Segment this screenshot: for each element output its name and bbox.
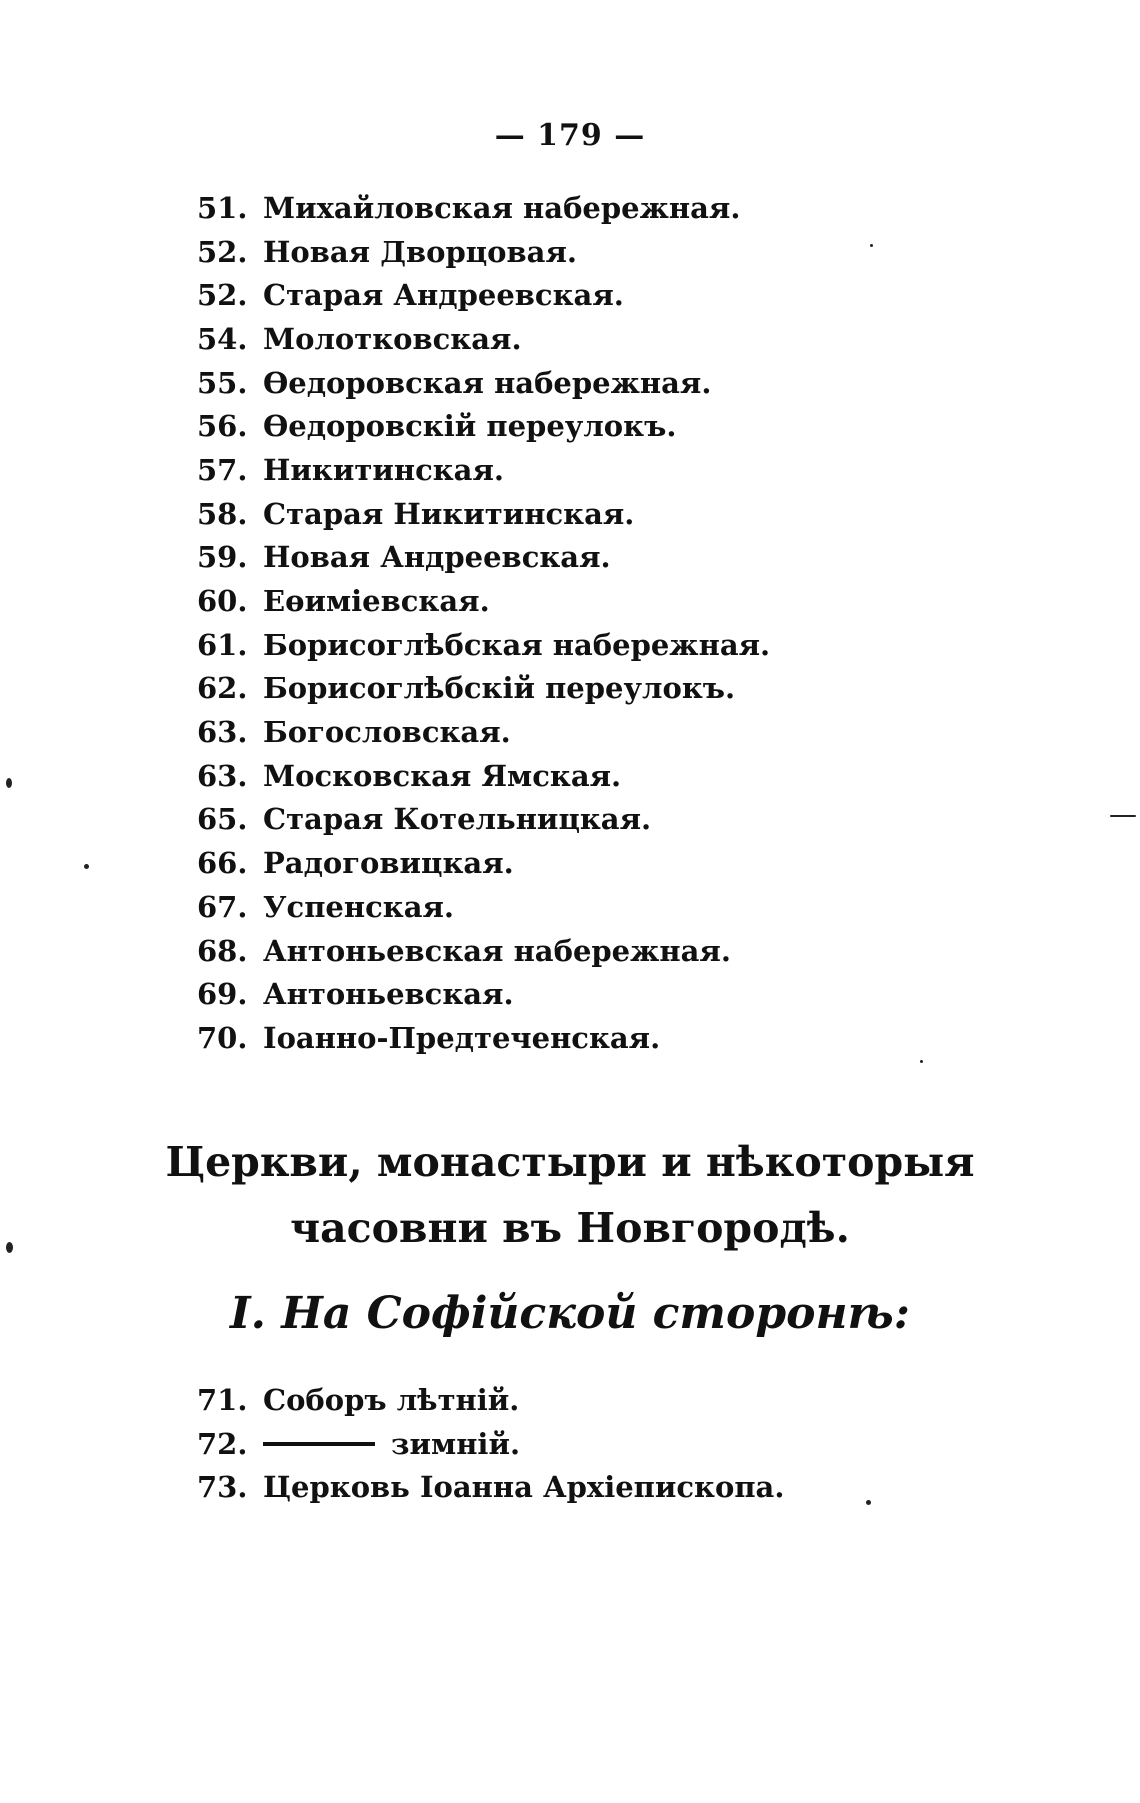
section-subheading: I. На Софійской сторонѣ: bbox=[230, 1288, 910, 1339]
item-number: 67. bbox=[197, 889, 248, 924]
list-item bbox=[197, 536, 957, 580]
list-item bbox=[197, 1465, 957, 1509]
item-text: Новая Андреевская. bbox=[263, 540, 611, 575]
scan-speck bbox=[6, 1242, 13, 1253]
list-item bbox=[197, 579, 957, 623]
list-item bbox=[197, 885, 957, 929]
item-text: Богословская. bbox=[263, 715, 511, 750]
scan-speck bbox=[870, 244, 873, 247]
item-text: зимній. bbox=[391, 1426, 521, 1461]
scan-speck bbox=[6, 778, 12, 788]
item-number: 66. bbox=[197, 846, 248, 881]
section-heading-line-1: Церкви, монастыри и нѣкоторыя bbox=[165, 1138, 975, 1186]
item-text: Өедоровскій переулокъ. bbox=[263, 409, 677, 444]
item-text: Новая Дворцовая. bbox=[263, 234, 577, 269]
list-item bbox=[197, 1016, 957, 1060]
list-item bbox=[197, 667, 957, 711]
item-number: 58. bbox=[197, 496, 248, 531]
item-text: Старая Андреевская. bbox=[263, 278, 624, 313]
list-item bbox=[197, 448, 957, 492]
item-number: 55. bbox=[197, 365, 248, 400]
item-text: Радоговицкая. bbox=[263, 846, 514, 881]
scan-speck bbox=[920, 1060, 923, 1063]
item-text: Антоньевская набережная. bbox=[263, 933, 731, 968]
item-text: Михайловская набережная. bbox=[263, 190, 741, 225]
list-item bbox=[197, 972, 957, 1016]
item-text: Успенская. bbox=[263, 889, 455, 924]
item-number: 61. bbox=[197, 627, 248, 662]
list-item bbox=[197, 1422, 957, 1466]
list-item bbox=[197, 1378, 957, 1422]
item-text: Старая Никитинская. bbox=[263, 496, 635, 531]
item-number: 59. bbox=[197, 540, 248, 575]
list-item bbox=[197, 230, 957, 274]
list-item bbox=[197, 317, 957, 361]
list-item bbox=[197, 841, 957, 885]
item-text: Іоанно-Предтеченская. bbox=[263, 1020, 661, 1055]
item-text: Антоньевская. bbox=[263, 977, 514, 1012]
item-number: 63. bbox=[197, 758, 248, 793]
scan-speck bbox=[1110, 815, 1136, 817]
item-text: Борисоглѣбская набережная. bbox=[263, 627, 771, 662]
item-number: 54. bbox=[197, 321, 248, 356]
scan-speck bbox=[866, 1500, 871, 1505]
item-number: 68. bbox=[197, 933, 248, 968]
list-item bbox=[197, 798, 957, 842]
list-item bbox=[197, 404, 957, 448]
item-number: 70. bbox=[197, 1020, 248, 1055]
list-item bbox=[197, 929, 957, 973]
item-number: 51. bbox=[197, 190, 248, 225]
item-text: Старая Котельницкая. bbox=[263, 802, 652, 837]
list-item bbox=[197, 754, 957, 798]
page-number: — 179 — bbox=[494, 118, 646, 153]
item-text: Өедоровская набережная. bbox=[263, 365, 712, 400]
section-heading-line-2: часовни въ Новгородѣ. bbox=[290, 1204, 850, 1252]
item-text: Соборъ лѣтній. bbox=[263, 1382, 520, 1417]
list-item bbox=[197, 273, 957, 317]
item-number: 62. bbox=[197, 671, 248, 706]
item-number: 52. bbox=[197, 278, 248, 313]
item-number: 60. bbox=[197, 584, 248, 619]
street-list bbox=[197, 186, 957, 1060]
item-number: 63. bbox=[197, 715, 248, 750]
item-number: 72. bbox=[197, 1426, 248, 1461]
item-text: Борисоглѣбскій переулокъ. bbox=[263, 671, 736, 706]
church-list bbox=[197, 1378, 957, 1509]
item-number: 73. bbox=[197, 1470, 248, 1505]
item-text: Никитинская. bbox=[263, 452, 504, 487]
item-text: Еөиміевская. bbox=[263, 584, 490, 619]
list-item bbox=[197, 361, 957, 405]
list-item bbox=[197, 623, 957, 667]
item-number: 71. bbox=[197, 1382, 248, 1417]
item-number: 69. bbox=[197, 977, 248, 1012]
list-item bbox=[197, 710, 957, 754]
list-item bbox=[197, 186, 957, 230]
item-text: Церковь Іоанна Архіепископа. bbox=[263, 1470, 785, 1505]
scan-speck bbox=[84, 864, 89, 869]
item-number: 52. bbox=[197, 234, 248, 269]
ditto-dash bbox=[263, 1442, 375, 1446]
item-text: Московская Ямская. bbox=[263, 758, 622, 793]
item-text: Молотковская. bbox=[263, 321, 522, 356]
item-number: 57. bbox=[197, 452, 248, 487]
item-number: 65. bbox=[197, 802, 248, 837]
list-item bbox=[197, 492, 957, 536]
item-number: 56. bbox=[197, 409, 248, 444]
